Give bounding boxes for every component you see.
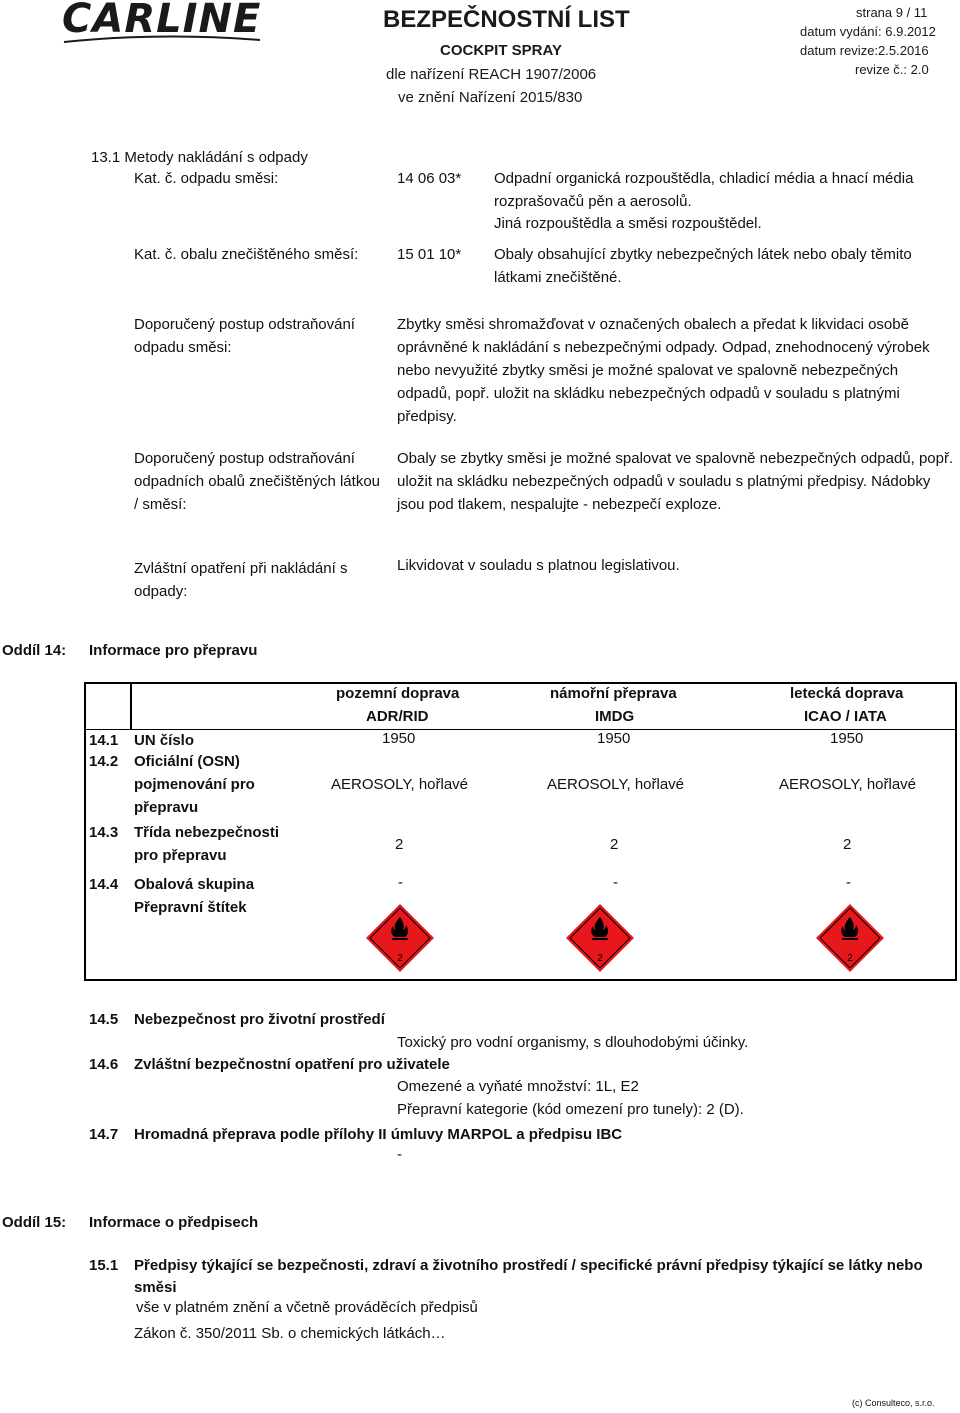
flame-icon [815, 903, 885, 973]
waste-category-desc-3: Jiná rozpouštědla a směsi rozpouštědel. [494, 215, 762, 232]
section-14-label: Oddíl 14: [2, 642, 67, 659]
section-14-title: Informace pro přepravu [89, 642, 258, 659]
svg-text:2: 2 [847, 953, 853, 964]
special-measures-text: Likvidovat v souladu s platnou legislativou. [397, 557, 680, 574]
packaging-category-label: Kat. č. obalu znečištěného směsí: [134, 246, 359, 263]
regulation-line-1: dle nařízení REACH 1907/2006 [386, 66, 597, 83]
table-header-divider [130, 682, 132, 730]
row-14-2-land: AEROSOLY, hořlavé [331, 776, 469, 793]
packaging-category-code: 15 01 10* [397, 246, 462, 263]
row-14-2-label-3: přepravu [134, 799, 199, 816]
special-measures-label: Zvláštní opatření při nakládání s odpady: [134, 560, 348, 600]
packaging-category-desc-2: látkami znečištěné. [494, 269, 622, 286]
packaging-category-desc-1: Obaly obsahující zbytky nebezpečných látek nebo obaly těmito [494, 246, 912, 263]
row-14-3-label-1: Třída nebezpečnosti [134, 824, 280, 841]
row-14-1-label: UN číslo [134, 732, 195, 749]
row-14-1-air: 1950 [830, 730, 864, 747]
waste-disposal-text: Zbytky směsi shromažďovat v označených obalech a předat k likvidaci osobě oprávněné k nakládání s nebezpečnými odpady. Odpad, znehodnocený výrobek nebo nevyužité zbytky směsi je možné spalovat ve spalovně nebezpečných odpadů, popř. uložit na skládku nebezpečných odpadů v souladu s platnými předpisy. [397, 316, 930, 425]
packaging-disposal-text: Obaly se zbytky směsi je možné spalovat ve spalovně nebezpečných odpadů, popř. uložit na skládku nebezpečných odpadů v souladu s platnými předpisy. Nádobky jsou pod tlakem, nespalujte - nebezpečí exploze. [397, 450, 954, 513]
sub-15-1-label-1: Předpisy týkající se bezpečnosti, zdraví a životního prostředí / specifické právní předpisy týkající se látky nebo [134, 1257, 923, 1274]
sub-14-7-number: 14.7 [89, 1126, 119, 1143]
row-14-3-sea: 2 [610, 836, 619, 853]
row-14-2-label-2: pojmenování pro [134, 776, 255, 793]
waste-disposal-label: Doporučený postup odstraňování odpadu směsi: [134, 316, 355, 356]
table-header-bottom [84, 729, 957, 730]
row-14-3-label-2: pro přepravu [134, 847, 227, 864]
svg-text:2: 2 [597, 953, 603, 964]
sub-15-1-number: 15.1 [89, 1257, 119, 1274]
col-air-header-1: letecká doprava [790, 685, 904, 702]
row-14-3-number: 14.3 [89, 824, 119, 841]
carline-logo: CARLINE [62, 0, 261, 42]
row-14-1-number: 14.1 [89, 732, 119, 749]
row-14-3-air: 2 [843, 836, 852, 853]
flame-icon [365, 903, 435, 973]
transport-label-row-label: Přepravní štítek [134, 899, 247, 916]
section-15-title: Informace o předpisech [89, 1214, 259, 1231]
page-number: strana 9 / 11 [856, 5, 928, 20]
row-14-2-air: AEROSOLY, hořlavé [779, 776, 917, 793]
row-14-2-label-1: Oficiální (OSN) [134, 753, 240, 770]
regulation-line-2: ve znění Nařízení 2015/830 [398, 89, 583, 106]
row-14-4-land: - [398, 874, 403, 891]
row-14-4-label: Obalová skupina [134, 876, 255, 893]
waste-category-desc-1: Odpadní organická rozpouštědla, chladicí média a hnací média [494, 170, 914, 187]
row-14-1-land: 1950 [382, 730, 416, 747]
waste-category-code: 14 06 03* [397, 170, 462, 187]
row-14-4-air: - [846, 874, 851, 891]
sub-15-1-label-2: směsi [134, 1279, 177, 1296]
row-14-3-land: 2 [395, 836, 404, 853]
flammable-gas-placard-land [365, 903, 435, 973]
svg-text:2: 2 [397, 953, 403, 964]
flame-icon [565, 903, 635, 973]
sub-15-1-line-1: vše v platném znění a včetně prováděcích předpisů [136, 1299, 478, 1316]
section-13-1-heading: 13.1 Metody nakládání s odpady [91, 149, 308, 166]
col-sea-header-1: námořní přeprava [550, 685, 677, 702]
product-name: COCKPIT SPRAY [440, 42, 562, 59]
sub-14-6-text-2: Přepravní kategorie (kód omezení pro tunely): 2 (D). [397, 1101, 744, 1118]
row-14-1-sea: 1950 [597, 730, 631, 747]
row-14-2-sea: AEROSOLY, hořlavé [547, 776, 685, 793]
col-air-header-2: ICAO / IATA [804, 708, 887, 725]
col-sea-header-2: IMDG [595, 708, 635, 725]
col-land-header-1: pozemní doprava [336, 685, 460, 702]
sub-15-1-line-2: Zákon č. 350/2011 Sb. o chemických látkách… [134, 1325, 446, 1342]
flammable-gas-placard-air [815, 903, 885, 973]
sub-14-6-text-1: Omezené a vyňaté množství: 1L, E2 [397, 1078, 639, 1095]
issue-date: datum vydání: 6.9.2012 [800, 24, 936, 39]
sub-14-7-label: Hromadná přeprava podle přílohy II úmluvy MARPOL a předpisu IBC [134, 1126, 623, 1143]
sub-14-5-label: Nebezpečnost pro životní prostředí [134, 1011, 385, 1028]
doc-title: BEZPEČNOSTNÍ LIST [383, 6, 630, 33]
packaging-disposal-label: Doporučený postup odstraňování odpadních obalů znečištěných látkou / směsí: [134, 450, 381, 513]
revision-date: datum revize:2.5.2016 [800, 43, 929, 58]
logo-swoosh-icon [62, 2, 262, 46]
col-land-header-2: ADR/RID [366, 708, 429, 725]
revision-number: revize č.: 2.0 [855, 62, 929, 77]
sub-14-5-number: 14.5 [89, 1011, 119, 1028]
row-14-4-number: 14.4 [89, 876, 119, 893]
row-14-4-sea: - [613, 874, 618, 891]
footer-copyright: (c) Consulteco, s.r.o. [852, 1398, 935, 1408]
sub-14-5-text: Toxický pro vodní organismy, s dlouhodobými účinky. [397, 1034, 749, 1051]
row-14-2-number: 14.2 [89, 753, 119, 770]
section-15-label: Oddíl 15: [2, 1214, 67, 1231]
flammable-gas-placard-sea [565, 903, 635, 973]
sub-14-6-number: 14.6 [89, 1056, 119, 1073]
waste-category-label: Kat. č. odpadu směsi: [134, 170, 279, 187]
waste-category-desc-2: rozprašovačů pěn a aerosolů. [494, 193, 692, 210]
sub-14-6-label: Zvláštní bezpečnostní opatření pro uživatele [134, 1056, 450, 1073]
sub-14-7-text: - [397, 1146, 402, 1163]
